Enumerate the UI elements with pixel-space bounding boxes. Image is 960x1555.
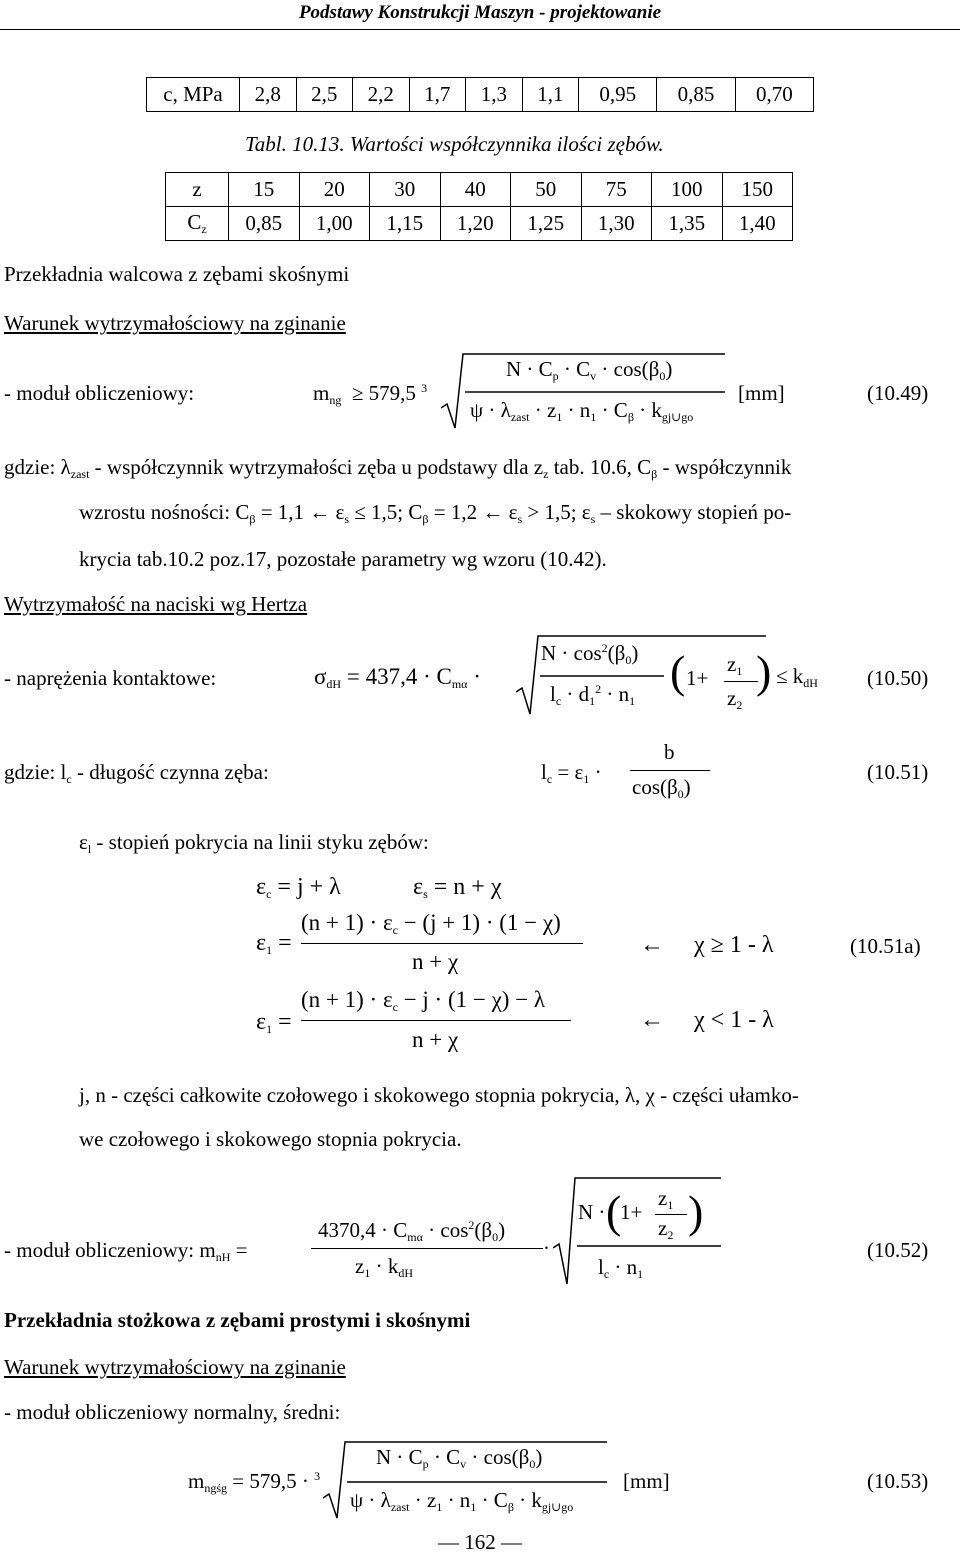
table-cell: c, MPa [147, 78, 240, 112]
table-caption: Tabl. 10.13. Wartości współczynnika ilości zębów. [245, 132, 664, 156]
formula-eps1-a-lhs: $\varepsilon_1$ = [256, 930, 292, 957]
equation-tag: (10.49) [867, 381, 929, 405]
frac-den: n + χ [412, 949, 459, 974]
module-label-2: - moduł obliczeniowy: $m_{nH}$ = [4, 1238, 248, 1264]
page-number: — 162 — [438, 1530, 522, 1554]
table-c-mpa [146, 77, 814, 112]
formula-limit: ≤ $k_{dH}$ [776, 664, 818, 690]
table-row [147, 78, 814, 112]
table-cell: 0,85 [229, 207, 300, 241]
frac-bar [311, 1248, 543, 1249]
equation-tag: (10.50) [867, 666, 929, 690]
table-cell: 100 [652, 173, 723, 207]
table-cell: z [166, 173, 229, 207]
section-title: Wytrzymałość na naciski wg Hertza [4, 592, 308, 616]
formula-10-51: $l_c = \varepsilon_1$ · [541, 760, 602, 786]
frac-bar [724, 681, 758, 682]
table-cell: 2,5 [296, 78, 353, 112]
description-2: we czołowego i skokowego stopnia pokrycia. [79, 1127, 462, 1151]
table-cell: 15 [229, 173, 300, 207]
formula-denominator: $l_c \cdot n_1$ [598, 1255, 644, 1281]
equation-tag: (10.51) [867, 760, 929, 784]
eps-label: $\varepsilon_l$ - stopień pokrycia na linii styku zębów: [79, 830, 429, 856]
description-1: j, n - części całkowite czołowego i skokowego stopnia pokrycia, λ, χ - części ułamko- [79, 1083, 799, 1107]
header-divider [0, 29, 960, 30]
table-cell: 0,85 [657, 78, 735, 112]
paren-open: ( [606, 1186, 622, 1237]
condition-2: ← χ < 1 - λ [640, 1007, 774, 1033]
formula-10-53: $m_{ngśg} = 579,5 \cdot ^3$ [188, 1469, 321, 1495]
table-cell: 150 [722, 173, 793, 207]
frac-bar [655, 1214, 687, 1215]
where-text-2: wzrostu nośności: $C_\beta = 1,1$ ← $\varepsilon_s \le 1,5$; $C_\beta = 1,2$ ← $\varepsilon_s > 1,5$; $\varepsilon_s$ – skokowy stopień po- [79, 500, 792, 526]
table-cell: 1,15 [370, 207, 441, 241]
frac-num: $4370,4 \cdot C_{m\alpha} \cdot \cos^2(\beta_0)$ [318, 1218, 506, 1244]
section-title: Przekładnia walcowa z zębami skośnymi [4, 262, 350, 286]
frac-num: $(n + 1) \cdot \varepsilon_c - (j + 1) \cdot (1 - \chi)$ [301, 910, 561, 937]
paren-open: ( [670, 646, 686, 697]
table-cell: 30 [370, 173, 441, 207]
frac-num: $(n + 1) \cdot \varepsilon_c - j \cdot (1 - \chi) - \lambda$ [301, 987, 546, 1014]
where-text-1: gdzie: $\lambda_{zast}$ - współczynnik wytrzymałości zęba u podstawy dla $z_z$ tab. 10.6, $C_\beta$ - współczynnik [4, 455, 792, 481]
formula-denominator: $\psi \cdot \lambda_{zast} \cdot z_1 \cdot n_1 \cdot C_\beta \cdot k_{gj\cup go}$ [470, 398, 694, 424]
formula-one-plus: 1+ [686, 666, 709, 690]
section-subtitle: Warunek wytrzymałościowy na zginanie [4, 311, 346, 335]
dot: · [543, 1236, 550, 1260]
frac-num: $z_1$ [658, 1186, 674, 1212]
formula-eps-c: $\varepsilon_c = j + \lambda$ [256, 874, 341, 901]
table-cell: 1,7 [409, 78, 466, 112]
table-cell: 1,1 [522, 78, 579, 112]
table-cell: 1,40 [722, 207, 793, 241]
table-cell: 40 [440, 173, 511, 207]
module-label: - moduł obliczeniowy: [4, 381, 195, 405]
formula-numerator: $N \cdot C_p \cdot C_v \cdot \cos(\beta_0)$ [376, 1445, 543, 1471]
table-cell: $C_z$ [166, 207, 229, 241]
equation-tag: (10.53) [867, 1469, 929, 1493]
formula-10-49: $m_{ng} \ge 579,5$ $^3$ [313, 381, 428, 407]
table-cz [165, 172, 793, 241]
paren-close: ) [688, 1186, 704, 1237]
frac-den: n + χ [412, 1027, 459, 1052]
stress-label: - naprężenia kontaktowe: [4, 666, 217, 690]
frac-den: $z_2$ [658, 1216, 674, 1242]
frac-bar [301, 943, 583, 944]
page-header: Podstawy Konstrukcji Maszyn - projektowanie [298, 2, 662, 23]
table-cell: 2,2 [353, 78, 410, 112]
table-cell: 2,8 [240, 78, 297, 112]
formula-eps1-b-lhs: $\varepsilon_1$ = [256, 1009, 292, 1036]
paren-close: ) [756, 646, 772, 697]
formula-numerator: $N \cdot \cos^2(\beta_0)$ [541, 641, 639, 667]
table-cell: 1,20 [440, 207, 511, 241]
table-cell: 1,3 [466, 78, 523, 112]
formula-10-50: $\sigma_{dH} = 437,4 \cdot C_{m\alpha}$ · [314, 664, 481, 691]
section-subtitle: Warunek wytrzymałościowy na zginanie [4, 1355, 346, 1379]
table-cell: 1,35 [652, 207, 723, 241]
formula-one-plus: 1+ [620, 1200, 643, 1224]
frac-den: $z_2$ [727, 686, 743, 712]
formula-N: N · [578, 1200, 606, 1224]
table-row [166, 207, 793, 241]
table-cell: 50 [511, 173, 582, 207]
frac-num: b [664, 740, 675, 764]
table-cell: 1,30 [581, 207, 652, 241]
frac-den: $z_1 \cdot k_{dH}$ [355, 1254, 413, 1280]
frac-bar [301, 1020, 571, 1021]
table-cell: 1,25 [511, 207, 582, 241]
frac-den: $\cos(\beta_0)$ [632, 775, 691, 801]
formula-denominator: $l_c \cdot d_1^2 \cdot n_1$ [550, 682, 636, 708]
equation-tag: (10.51a) [850, 934, 921, 958]
table-cell: 20 [299, 173, 370, 207]
table-row [166, 173, 793, 207]
formula-denominator: $\psi \cdot \lambda_{zast} \cdot z_1 \cdot n_1 \cdot C_\beta \cdot k_{gj\cup go}$ [350, 1488, 574, 1514]
table-cell: 0,95 [579, 78, 657, 112]
lc-label: gdzie: $l_c$ - długość czynna zęba: [4, 760, 269, 786]
table-cell: 1,00 [299, 207, 370, 241]
unit-label: [mm] [738, 381, 785, 405]
table-cell: 75 [581, 173, 652, 207]
unit-label: [mm] [623, 1469, 670, 1493]
frac-num: $z_1$ [727, 652, 743, 678]
equation-tag: (10.52) [867, 1238, 929, 1262]
frac-bar [630, 770, 710, 771]
condition-1: ← χ ≥ 1 - λ [640, 932, 774, 958]
table-cell: 0,70 [735, 78, 813, 112]
where-text-3: krycia tab.10.2 poz.17, pozostałe parametry wg wzoru (10.42). [79, 547, 607, 571]
formula-numerator: $N \cdot C_p \cdot C_v \cdot \cos(\beta_0)$ [506, 357, 673, 383]
module-label-3: - moduł obliczeniowy normalny, średni: [4, 1400, 341, 1424]
section-title: Przekładnia stożkowa z zębami prostymi i skośnymi [4, 1308, 471, 1332]
formula-eps-s: $\varepsilon_s = n + \chi$ [413, 874, 502, 901]
